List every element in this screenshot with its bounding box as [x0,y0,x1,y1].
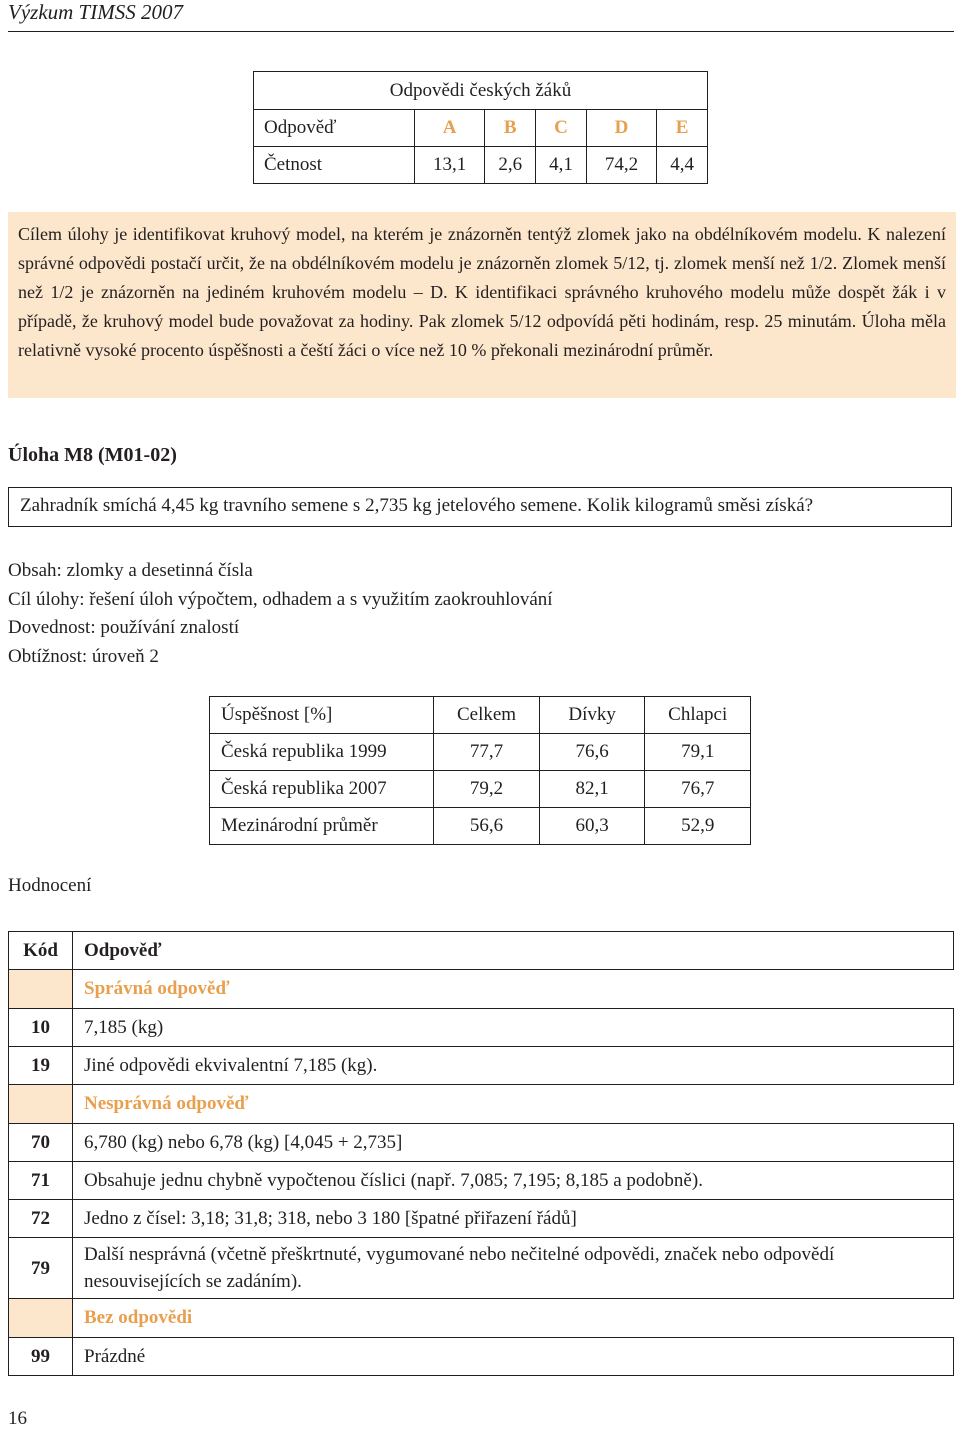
meta-difficulty: Obtížnost: úroveň 2 [8,645,159,667]
success-value: 77,7 [434,734,540,771]
success-value: 60,3 [539,808,645,845]
section-none-label: Bez odpovědi [84,1307,193,1328]
success-value: 76,7 [645,771,751,808]
meta-skill: Dovednost: používání znalostí [8,617,240,638]
answer-letter: A [415,110,485,147]
table-row [9,1124,954,1162]
scoring-text: 6,780 (kg) nebo 6,78 (kg) [4,045 + 2,735] [73,1124,954,1162]
success-value: 82,1 [539,771,645,808]
frequency-row-label: Četnost [254,147,415,184]
success-table [209,696,751,845]
success-row-label: Česká republika 1999 [210,734,434,771]
section-correct-label: Správná odpověď [84,978,230,999]
section-incorrect-label: Nesprávná odpověď [84,1093,249,1114]
page-number: 16 [8,1408,27,1429]
scoring-code: 72 [9,1200,73,1238]
explanation-paragraph: Cílem úlohy je identifikovat kruhový model, na kterém je znázorněn tentýž zlomek jako na obdélníkovém modelu. K nalezení správné odpovědi postačí určit, že na obdélníkovém modelu je znázorněn zlomek 5/12, tj. zlomek menší než 1/2. Zlomek menší než 1/2 je znázorněn na jediném kruhovém modelu – D. K identifikaci správného kruhového modelu může dospět žák i v případě, že kruhový model bude považovat za hodiny. Pak zlomek 5/12 odpovídá pěti hodinám, resp. 25 minutám. Úloha měla relativně vysoké procento úspěšnosti a čeští žáci o více než 10 % překonali mezinárodní průměr. [8,212,956,398]
success-value: 76,6 [539,734,645,771]
answers-table [253,71,708,184]
answer-letter: C [536,110,587,147]
success-value: 79,2 [434,771,540,808]
answer-letter: D [586,110,656,147]
scoring-text: 7,185 (kg) [73,1009,954,1047]
frequency-value: 4,4 [657,147,708,184]
success-value: 79,1 [645,734,751,771]
scoring-text: Obsahuje jednu chybně vypočtenou číslici (např. 7,085; 7,195; 8,185 a podobně). [73,1162,954,1200]
success-header: Dívky [539,697,645,734]
success-value: 56,6 [434,808,540,845]
answer-letter: B [485,110,536,147]
answer-letter: E [657,110,708,147]
success-value: 52,9 [645,808,751,845]
scoring-code: 71 [9,1162,73,1200]
scoring-code: 19 [9,1047,73,1085]
table-row [9,1200,954,1238]
task-question: Zahradník smíchá 4,45 kg travního semene s 2,735 kg jetelového semene. Kolik kilogramů směsi získá? [8,487,952,527]
scoring-code: 70 [9,1124,73,1162]
table-row [9,1009,954,1047]
running-header: Výzkum TIMSS 2007 [8,0,183,24]
section-code-cell [9,970,73,1009]
meta-content: Obsah: zlomky a desetinná čísla [8,560,253,581]
task-title: Úloha M8 (M01-02) [8,444,177,466]
scoring-table [8,931,954,1376]
success-header: Úspěšnost [%] [210,697,434,734]
task-metadata [8,557,553,671]
table-row [9,1338,954,1376]
frequency-value: 2,6 [485,147,536,184]
table-row [9,1238,954,1299]
scoring-answer-header: Odpověď [73,932,954,970]
table-row [210,734,751,771]
section-code-cell [9,1299,73,1338]
scoring-text: Jiné odpovědi ekvivalentní 7,185 (kg). [73,1047,954,1085]
scoring-code: 10 [9,1009,73,1047]
answers-row-label: Odpověď [254,110,415,147]
success-header: Celkem [434,697,540,734]
scoring-code-header: Kód [9,932,73,970]
table-row [9,1162,954,1200]
success-header: Chlapci [645,697,751,734]
success-row-label: Česká republika 2007 [210,771,434,808]
meta-goal: Cíl úlohy: řešení úloh výpočtem, odhadem a s využitím zaokrouhlování [8,588,553,610]
frequency-value: 13,1 [415,147,485,184]
table-row [210,771,751,808]
section-code-cell [9,1085,73,1124]
header-divider [8,31,954,32]
frequency-value: 74,2 [586,147,656,184]
scoring-text: Prázdné [73,1338,954,1376]
scoring-text: Jedno z čísel: 3,18; 31,8; 318, nebo 3 180 [špatné přiřazení řádů] [73,1200,954,1238]
frequency-value: 4,1 [536,147,587,184]
table-row [210,808,751,845]
success-row-label: Mezinárodní průměr [210,808,434,845]
scoring-code: 99 [9,1338,73,1376]
scoring-heading: Hodnocení [8,875,92,896]
answers-table-caption: Odpovědi českých žáků [254,72,708,110]
table-row [9,1047,954,1085]
scoring-text: Další nesprávná (včetně přeškrtnuté, vygumované nebo nečitelné odpovědi, značek nebo odpovědí nesouvisejících se zadáním). [73,1238,954,1299]
scoring-code: 79 [9,1238,73,1299]
